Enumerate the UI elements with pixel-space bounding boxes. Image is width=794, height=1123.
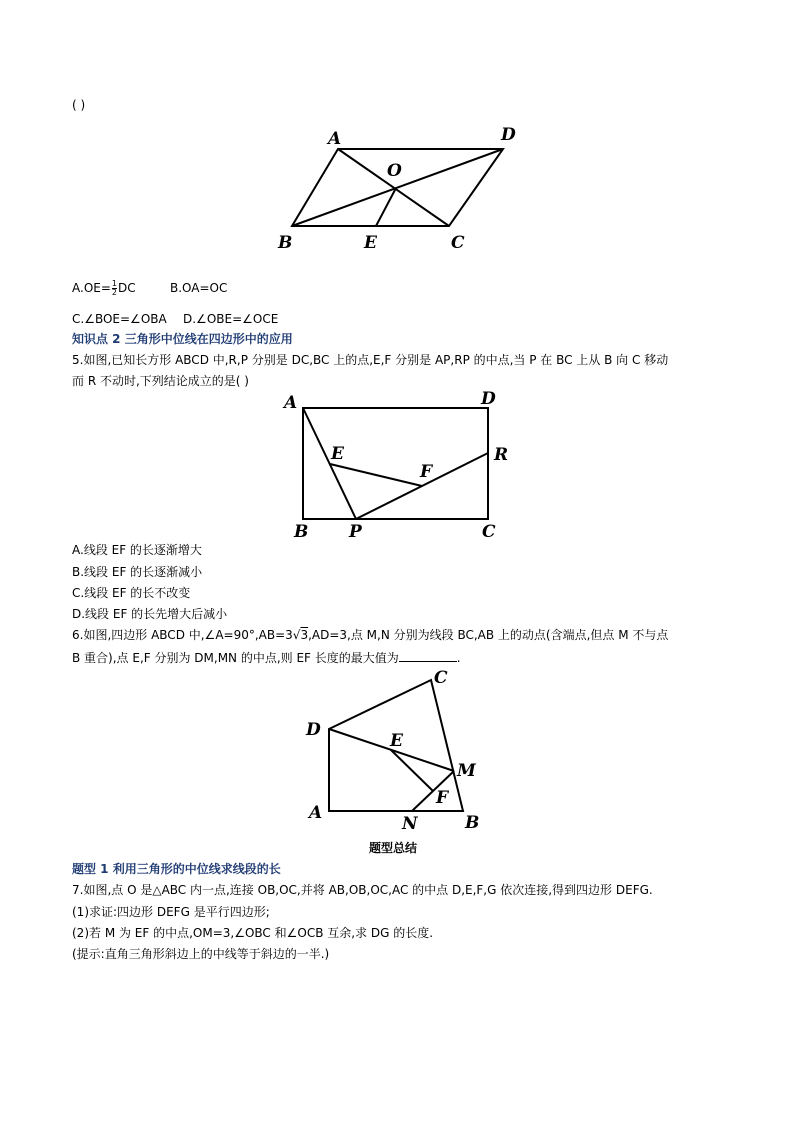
section-caption: 题型总结	[369, 841, 418, 855]
q7-hint: (提示:直角三角形斜边上的中线等于斜边的一半.)	[72, 947, 330, 961]
label-d: D	[481, 389, 496, 409]
label-m: M	[457, 761, 476, 781]
label-b: B	[294, 522, 309, 542]
q6-text-line1: 6.如图,四边形 ABCD 中,∠A=90°,AB=3√3,AD=3,点 M,N 分别为线段 BC,AB 上的动点(含端点,但点 M 不与点	[72, 628, 669, 642]
q5-option-d: D.线段 EF 的长先增大后减小	[72, 607, 228, 621]
label-e: E	[331, 444, 344, 464]
label-d: D	[501, 125, 516, 145]
label-c: C	[482, 522, 496, 542]
q4-parallelogram-figure	[270, 120, 530, 260]
label-f: F	[436, 788, 449, 808]
q5-rectangle-figure	[280, 388, 520, 543]
q5-option-a: A.线段 EF 的长逐渐增大	[72, 543, 202, 557]
q6-quadrilateral-figure	[300, 665, 500, 840]
q7-text-line2: (1)求证:四边形 DEFG 是平行四边形;	[72, 905, 270, 919]
label-c: C	[451, 233, 465, 253]
label-d: D	[306, 720, 321, 740]
label-e: E	[390, 731, 403, 751]
q6-answer-blank[interactable]	[399, 649, 457, 662]
q4-option-a: A.OE= $\frac{1}{2}$ DC	[72, 279, 136, 297]
q4-option-c: C.∠BOE=∠OBA	[72, 312, 167, 326]
label-a: A	[284, 393, 298, 413]
type-heading-1: 题型 1 利用三角形的中位线求线段的长	[72, 862, 281, 876]
segment-ef	[330, 464, 422, 486]
label-o: O	[387, 161, 402, 181]
q7-text-line1: 7.如图,点 O 是△ABC 内一点,连接 OB,OC,并将 AB,OB,OC,AC 的中点 D,E,F,G 依次连接,得到四边形 DEFG.	[72, 883, 653, 897]
label-b: B	[278, 233, 293, 253]
label-b: B	[465, 813, 480, 833]
label-e: E	[364, 233, 377, 253]
q5-option-b: B.线段 EF 的长逐渐减小	[72, 565, 203, 579]
label-c: C	[434, 668, 448, 688]
label-p: P	[349, 522, 362, 542]
q6-text-line2: B 重合),点 E,F 分别为 DM,MN 的中点,则 EF 长度的最大值为 .	[72, 651, 461, 665]
label-a: A	[309, 803, 323, 823]
q4-option-d: D.∠OBE=∠OCE	[183, 312, 279, 326]
q5-option-c: C.线段 EF 的长不改变	[72, 586, 191, 600]
q4-option-b: B.OA=OC	[170, 281, 228, 295]
label-f: F	[420, 462, 433, 482]
q7-text-line3: (2)若 M 为 EF 的中点,OM=3,∠OBC 和∠OCB 互余,求 DG 的长度.	[72, 926, 434, 940]
section-heading-2: 知识点 2 三角形中位线在四边形中的应用	[72, 332, 293, 346]
label-a: A	[328, 129, 342, 149]
segment-ap	[303, 408, 356, 519]
label-n: N	[402, 814, 418, 834]
q4-answer-paren: ( )	[72, 98, 86, 112]
q5-text-line1: 5.如图,已知长方形 ABCD 中,R,P 分别是 DC,BC 上的点,E,F 分别是 AP,RP 的中点,当 P 在 BC 上从 B 向 C 移动	[72, 353, 669, 367]
label-r: R	[494, 445, 509, 465]
q5-text-line2: 而 R 不动时,下列结论成立的是( )	[72, 374, 249, 388]
